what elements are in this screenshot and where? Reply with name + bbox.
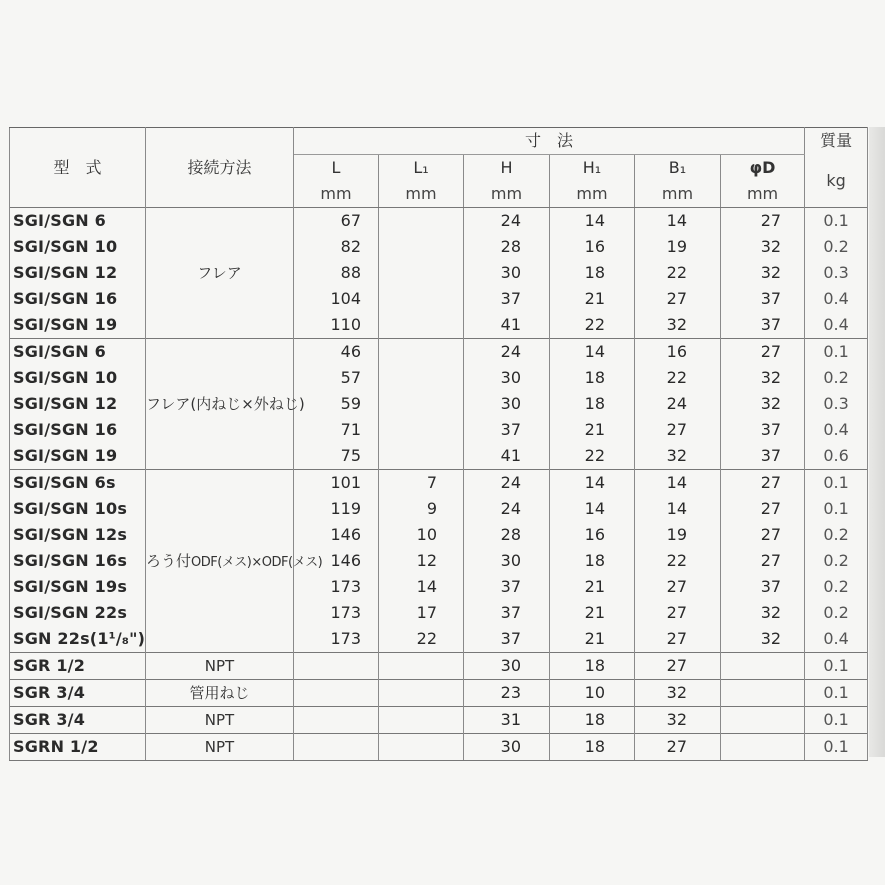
value-cell-w: 0.2 <box>805 522 868 548</box>
value-cell-l: 173 <box>294 600 379 626</box>
value-cell-l: 59 <box>294 391 379 417</box>
value-cell-w: 0.1 <box>805 680 868 707</box>
model-cell: SGI/SGN 19s <box>10 574 146 600</box>
table-row <box>10 339 868 366</box>
value-cell-w: 0.1 <box>805 470 868 497</box>
table-row <box>10 260 868 286</box>
model-cell: SGI/SGN 12 <box>10 260 146 286</box>
method-cell <box>146 680 294 707</box>
value-cell-b1: 22 <box>635 548 721 574</box>
header-col-label: L <box>294 155 379 182</box>
table-row <box>10 680 868 707</box>
table-row <box>10 470 868 497</box>
dimensions-table <box>9 127 868 761</box>
value-cell-b1: 22 <box>635 365 721 391</box>
table-row <box>10 443 868 470</box>
value-cell-b1: 14 <box>635 208 721 235</box>
value-cell-l1 <box>379 443 464 470</box>
value-cell-l: 57 <box>294 365 379 391</box>
model-cell: SGR 1/2 <box>10 653 146 680</box>
value-cell-h: 24 <box>464 470 550 497</box>
value-cell-h1: 18 <box>550 734 635 761</box>
value-cell-l: 75 <box>294 443 379 470</box>
header-col-label: B₁ <box>635 155 721 182</box>
value-cell-l1: 12 <box>379 548 464 574</box>
header-col-label: φD <box>721 155 805 182</box>
method-line: フレア <box>146 394 191 413</box>
value-cell-d: 27 <box>721 496 805 522</box>
value-cell-w: 0.4 <box>805 417 868 443</box>
model-cell: SGI/SGN 16s <box>10 548 146 574</box>
value-cell-h: 30 <box>464 391 550 417</box>
value-cell-d: 32 <box>721 391 805 417</box>
value-cell-l: 119 <box>294 496 379 522</box>
value-cell-l: 110 <box>294 312 379 339</box>
value-cell-b1: 32 <box>635 680 721 707</box>
value-cell-l1 <box>379 680 464 707</box>
table-row <box>10 653 868 680</box>
value-cell-d: 37 <box>721 312 805 339</box>
table-row <box>10 707 868 734</box>
value-cell-l: 146 <box>294 522 379 548</box>
value-cell-d: 37 <box>721 417 805 443</box>
value-cell-w: 0.2 <box>805 548 868 574</box>
value-cell-h1: 18 <box>550 391 635 417</box>
value-cell-d: 32 <box>721 626 805 653</box>
value-cell-b1: 19 <box>635 234 721 260</box>
spec-sheet <box>9 127 867 761</box>
value-cell-l: 67 <box>294 208 379 235</box>
value-cell-l1: 9 <box>379 496 464 522</box>
value-cell-b1: 32 <box>635 443 721 470</box>
method-line: NPT <box>204 710 235 729</box>
value-cell-l1 <box>379 734 464 761</box>
value-cell-l: 46 <box>294 339 379 366</box>
value-cell-w: 0.2 <box>805 574 868 600</box>
method-line: (内ねじ×外ねじ) <box>190 394 305 413</box>
value-cell-w: 0.3 <box>805 391 868 417</box>
table-row <box>10 548 868 574</box>
value-cell-l: 88 <box>294 260 379 286</box>
model-cell: SGI/SGN 22s <box>10 600 146 626</box>
header-col-label: H <box>464 155 550 182</box>
value-cell-b1: 27 <box>635 734 721 761</box>
value-cell-d: 37 <box>721 286 805 312</box>
value-cell-d <box>721 707 805 734</box>
value-cell-h1: 14 <box>550 208 635 235</box>
value-cell-l1: 17 <box>379 600 464 626</box>
value-cell-l <box>294 734 379 761</box>
value-cell-w: 0.1 <box>805 208 868 235</box>
header-col-label: L₁ <box>379 155 464 182</box>
model-cell: SGI/SGN 6 <box>10 208 146 235</box>
value-cell-h1: 22 <box>550 443 635 470</box>
value-cell-h1: 21 <box>550 574 635 600</box>
value-cell-l: 101 <box>294 470 379 497</box>
value-cell-h: 30 <box>464 548 550 574</box>
value-cell-l1 <box>379 365 464 391</box>
header-col-unit: mm <box>379 181 464 208</box>
value-cell-d: 32 <box>721 365 805 391</box>
table-row <box>10 734 868 761</box>
header-dimensions: 寸 法 <box>294 128 805 155</box>
value-cell-b1: 27 <box>635 417 721 443</box>
value-cell-h1: 18 <box>550 653 635 680</box>
value-cell-h1: 18 <box>550 548 635 574</box>
header-col-unit: mm <box>550 181 635 208</box>
value-cell-h1: 16 <box>550 234 635 260</box>
header-method: 接続方法 <box>146 128 294 208</box>
model-cell: SGI/SGN 10s <box>10 496 146 522</box>
table-row <box>10 234 868 260</box>
table-row <box>10 365 868 391</box>
model-cell: SGI/SGN 19 <box>10 443 146 470</box>
header-model: 型 式 <box>10 128 146 208</box>
value-cell-b1: 32 <box>635 707 721 734</box>
value-cell-l1 <box>379 653 464 680</box>
method-line: ODF(メス)×ODF(メス) <box>191 554 323 570</box>
table-row <box>10 496 868 522</box>
value-cell-h: 41 <box>464 312 550 339</box>
value-cell-b1: 14 <box>635 470 721 497</box>
value-cell-d: 27 <box>721 208 805 235</box>
value-cell-l1: 22 <box>379 626 464 653</box>
method-line: NPT <box>204 656 235 675</box>
value-cell-w: 0.2 <box>805 365 868 391</box>
model-cell: SGRN 1/2 <box>10 734 146 761</box>
value-cell-b1: 19 <box>635 522 721 548</box>
value-cell-l <box>294 707 379 734</box>
value-cell-h1: 16 <box>550 522 635 548</box>
value-cell-b1: 27 <box>635 286 721 312</box>
value-cell-l: 173 <box>294 626 379 653</box>
header-col-unit: mm <box>721 181 805 208</box>
value-cell-l1 <box>379 286 464 312</box>
value-cell-h1: 21 <box>550 626 635 653</box>
method-cell <box>146 339 305 470</box>
value-cell-h: 41 <box>464 443 550 470</box>
table-row <box>10 312 868 339</box>
value-cell-l1: 14 <box>379 574 464 600</box>
value-cell-w: 0.1 <box>805 496 868 522</box>
value-cell-d: 37 <box>721 443 805 470</box>
value-cell-l1 <box>379 208 464 235</box>
table-row <box>10 391 868 417</box>
value-cell-h: 37 <box>464 626 550 653</box>
header-weight-unit: kg <box>805 155 868 208</box>
model-cell: SGI/SGN 6s <box>10 470 146 497</box>
value-cell-d: 32 <box>721 600 805 626</box>
value-cell-d: 27 <box>721 470 805 497</box>
value-cell-b1: 27 <box>635 626 721 653</box>
value-cell-h1: 14 <box>550 339 635 366</box>
header-col-unit: mm <box>635 181 721 208</box>
value-cell-l1 <box>379 417 464 443</box>
value-cell-h: 28 <box>464 522 550 548</box>
value-cell-h1: 10 <box>550 680 635 707</box>
value-cell-l1 <box>379 260 464 286</box>
value-cell-l: 71 <box>294 417 379 443</box>
value-cell-d <box>721 680 805 707</box>
value-cell-b1: 32 <box>635 312 721 339</box>
value-cell-w: 0.1 <box>805 339 868 366</box>
method-cell <box>146 653 294 680</box>
model-cell: SGI/SGN 10 <box>10 234 146 260</box>
model-cell: SGR 3/4 <box>10 707 146 734</box>
value-cell-h: 30 <box>464 260 550 286</box>
value-cell-h1: 21 <box>550 417 635 443</box>
value-cell-b1: 22 <box>635 260 721 286</box>
value-cell-h: 24 <box>464 496 550 522</box>
value-cell-b1: 27 <box>635 574 721 600</box>
value-cell-w: 0.6 <box>805 443 868 470</box>
value-cell-h: 30 <box>464 653 550 680</box>
value-cell-b1: 27 <box>635 600 721 626</box>
value-cell-l1: 7 <box>379 470 464 497</box>
value-cell-h1: 21 <box>550 600 635 626</box>
value-cell-h: 37 <box>464 600 550 626</box>
value-cell-l1 <box>379 707 464 734</box>
value-cell-h: 30 <box>464 365 550 391</box>
value-cell-l1 <box>379 234 464 260</box>
table-row <box>10 626 868 653</box>
value-cell-d: 32 <box>721 260 805 286</box>
value-cell-l1 <box>379 391 464 417</box>
value-cell-d: 27 <box>721 339 805 366</box>
value-cell-h: 23 <box>464 680 550 707</box>
value-cell-w: 0.2 <box>805 234 868 260</box>
model-cell: SGI/SGN 10 <box>10 365 146 391</box>
value-cell-h: 31 <box>464 707 550 734</box>
value-cell-l1 <box>379 339 464 366</box>
value-cell-w: 0.3 <box>805 260 868 286</box>
value-cell-b1: 14 <box>635 496 721 522</box>
table-row <box>10 417 868 443</box>
value-cell-h: 37 <box>464 286 550 312</box>
value-cell-h1: 14 <box>550 470 635 497</box>
value-cell-h: 28 <box>464 234 550 260</box>
method-cell <box>146 707 294 734</box>
model-cell: SGI/SGN 6 <box>10 339 146 366</box>
value-cell-l: 146 <box>294 548 379 574</box>
value-cell-b1: 24 <box>635 391 721 417</box>
method-line: NPT <box>204 737 235 756</box>
page-edge-shadow <box>869 127 885 757</box>
value-cell-h: 37 <box>464 417 550 443</box>
value-cell-l: 82 <box>294 234 379 260</box>
model-cell: SGN 22s(1¹/₈") <box>10 626 146 653</box>
header-col-label: H₁ <box>550 155 635 182</box>
header-col-unit: mm <box>464 181 550 208</box>
model-cell: SGI/SGN 12 <box>10 391 146 417</box>
model-cell: SGI/SGN 16 <box>10 286 146 312</box>
method-cell <box>146 734 294 761</box>
table-row <box>10 600 868 626</box>
header-weight: 質量 <box>805 128 868 155</box>
model-cell: SGI/SGN 12s <box>10 522 146 548</box>
value-cell-d: 27 <box>721 548 805 574</box>
method-line: 管用ねじ <box>189 683 250 702</box>
model-cell: SGI/SGN 16 <box>10 417 146 443</box>
value-cell-h: 30 <box>464 734 550 761</box>
value-cell-w: 0.4 <box>805 312 868 339</box>
value-cell-h1: 21 <box>550 286 635 312</box>
value-cell-d: 32 <box>721 234 805 260</box>
value-cell-w: 0.4 <box>805 626 868 653</box>
value-cell-l1 <box>379 312 464 339</box>
method-cell <box>146 208 294 339</box>
method-line: フレア <box>197 263 242 282</box>
header-col-unit: mm <box>294 181 379 208</box>
value-cell-d: 27 <box>721 522 805 548</box>
value-cell-l <box>294 680 379 707</box>
method-cell <box>146 470 323 653</box>
value-cell-h1: 18 <box>550 260 635 286</box>
value-cell-d: 37 <box>721 574 805 600</box>
value-cell-w: 0.4 <box>805 286 868 312</box>
table-body <box>10 208 868 761</box>
value-cell-l: 104 <box>294 286 379 312</box>
value-cell-w: 0.1 <box>805 653 868 680</box>
value-cell-b1: 27 <box>635 653 721 680</box>
model-cell: SGR 3/4 <box>10 680 146 707</box>
value-cell-b1: 16 <box>635 339 721 366</box>
value-cell-h1: 18 <box>550 365 635 391</box>
value-cell-h1: 14 <box>550 496 635 522</box>
table-row <box>10 574 868 600</box>
value-cell-h1: 18 <box>550 707 635 734</box>
value-cell-h: 37 <box>464 574 550 600</box>
value-cell-d <box>721 734 805 761</box>
value-cell-h1: 22 <box>550 312 635 339</box>
table-row <box>10 208 868 235</box>
method-line: ろう付 <box>146 551 192 570</box>
value-cell-h: 24 <box>464 339 550 366</box>
value-cell-l1: 10 <box>379 522 464 548</box>
table-row <box>10 522 868 548</box>
value-cell-d <box>721 653 805 680</box>
value-cell-w: 0.1 <box>805 734 868 761</box>
value-cell-l: 173 <box>294 574 379 600</box>
table-row <box>10 286 868 312</box>
value-cell-l <box>294 653 379 680</box>
value-cell-w: 0.1 <box>805 707 868 734</box>
value-cell-w: 0.2 <box>805 600 868 626</box>
value-cell-h: 24 <box>464 208 550 235</box>
model-cell: SGI/SGN 19 <box>10 312 146 339</box>
